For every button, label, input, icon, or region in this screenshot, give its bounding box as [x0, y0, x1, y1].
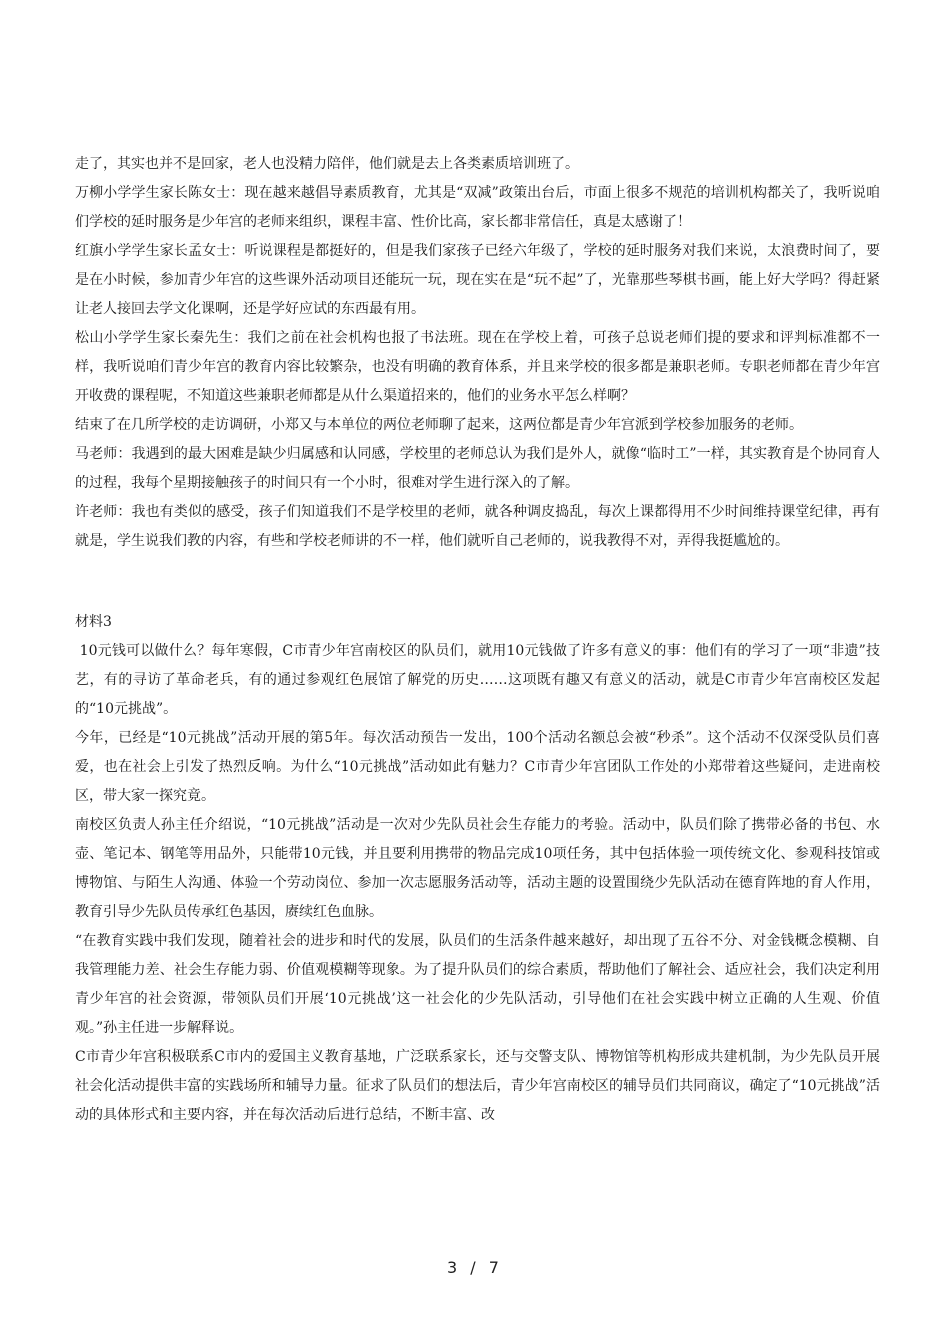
paragraph: 结束了在几所学校的走访调研，小郑又与本单位的两位老师聊了起来，这两位都是青少年宫派到学校参加服务的老师。: [75, 417, 803, 433]
paragraph: 松山小学学生家长秦先生：我们之前在社会机构也报了书法班。现在在学校上着，可孩子总说老师们提的要求和评判标准都不一样，我听说咱们青少年宫的教育内容比较繁杂，也没有明确的教育体系，并且来学校的很多都是兼职老师。专职老师都在青少年宫开收费的课程呢，不知道这些兼职老师都是从什么渠道招来的，他们的业务水平怎么样啊？: [75, 330, 880, 404]
paragraph: 走了，其实也并不是回家，老人也没精力陪伴，他们就是去上各类素质培训班了。: [75, 156, 579, 172]
paragraph: “在教育实践中我们发现，随着社会的进步和时代的发展，队员们的生活条件越来越好，却出现了五谷不分、对金钱概念模糊、自我管理能力差、社会生存能力弱、价值观模糊等现象。为了提升队员们的综合素质，帮助他们了解社会、适应社会，我们决定利用青少年宫的社会资源，带领队员们开展‘10元挑战’这一社会化的少先队活动，引导他们在社会实践中树立正确的人生观、价值观。”孙主任进一步解释说。: [75, 933, 880, 1036]
paragraph: 红旗小学学生家长孟女士：听说课程是都挺好的，但是我们家孩子已经六年级了，学校的延时服务对我们来说，太浪费时间了，要是在小时候，参加青少年宫的这些课外活动项目还能玩一玩，现在实在是“玩不起”了，光靠那些琴棋书画，能上好大学吗？得赶紧让老人接回去学文化课啊，还是学好应试的东西最有用。: [75, 243, 880, 317]
paragraph: 南校区负责人孙主任介绍说，“10元挑战”活动是一次对少先队员社会生存能力的考验。活动中，队员们除了携带必备的书包、水壶、笔记本、钢笔等用品外，只能带10元钱，并且要利用携带的物品完成10项任务，其中包括体验一项传统文化、参观科技馆或博物馆、与陌生人沟通、体验一个劳动岗位、参加一次志愿服务活动等，活动主题的设置围绕少先队活动在德育阵地的育人作用，教育引导少先队员传承红色基因，赓续红色血脉。: [75, 817, 880, 920]
page-number: 3 / 7: [447, 1258, 503, 1277]
paragraph: C市青少年宫积极联系C市内的爱国主义教育基地，广泛联系家长，还与交警支队、博物馆等机构形成共建机制，为少先队员开展社会化活动提供丰富的实践场所和辅导力量。征求了队员们的想法后，青少年宫南校区的辅导员们共同商议，确定了“10元挑战”活动的具体形式和主要内容，并在每次活动后进行总结，不断丰富、改: [75, 1049, 880, 1123]
paragraph: 10元钱可以做什么？每年寒假，C市青少年宫南校区的队员们，就用10元钱做了许多有意义的事：他们有的学习了一项“非遗”技艺，有的寻访了革命老兵，有的通过参观红色展馆了解党的历史……这项既有趣又有意义的活动，就是C市青少年宫南校区发起的“10元挑战”。: [75, 643, 881, 717]
paragraph: 今年，已经是“10元挑战”活动开展的第5年。每次活动预告一发出，100个活动名额总会被“秒杀”。这个活动不仅深受队员们喜爱，也在社会上引发了热烈反响。为什么“10元挑战”活动如此有魅力？C市青少年宫团队工作处的小郑带着这些疑问，走进南校区，带大家一探究竟。: [75, 730, 880, 804]
paragraph: 许老师：我也有类似的感受，孩子们知道我们不是学校里的老师，就各种调皮捣乱，每次上课都得用不少时间维持课堂纪律，再有就是，学生说我们教的内容，有些和学校老师讲的不一样，他们就听自己老师的，说我教得不对，弄得我挺尴尬的。: [75, 504, 880, 549]
paragraph: 万柳小学学生家长陈女士：现在越来越倡导素质教育，尤其是“双减”政策出台后，市面上很多不规范的培训机构都关了，我听说咱们学校的延时服务是少年宫的老师来组织，课程丰富、性价比高，家长都非常信任，真是太感谢了！: [75, 185, 880, 230]
document-body: [75, 150, 880, 1130]
material-heading: 材料3: [75, 614, 112, 630]
paragraph: 马老师：我遇到的最大困难是缺少归属感和认同感，学校里的老师总认为我们是外人，就像“临时工”一样，其实教育是个协同育人的过程，我每个星期接触孩子的时间只有一个小时，很难对学生进行深入的了解。: [75, 446, 880, 491]
